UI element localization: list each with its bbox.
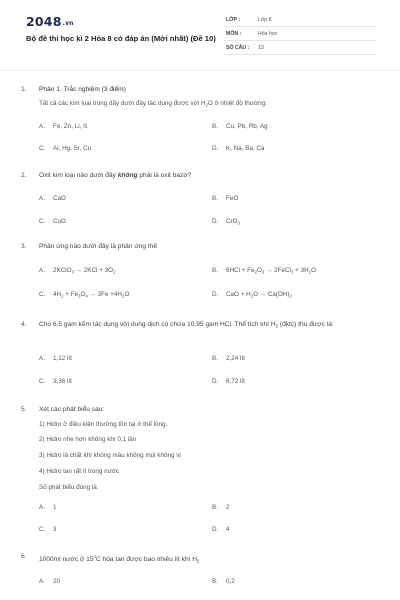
option-d[interactable]: D. 6,72 lít [212,378,245,385]
question-text: Xét các phát biểu sau: [39,406,105,413]
meta-row-subject [224,27,376,41]
question-text: Cho 6,5 gam kẽm tác dụng với dung dịch có chứa 10,95 gam HCl. Thể tích khí $H_2$ (đktc) thu được là: [39,321,334,329]
statement: 4) Hidro tan rất ít trong nước [39,468,120,475]
option-b[interactable]: B. 2,24 lít [212,355,245,362]
question-number: 4. [21,321,27,328]
option-b[interactable]: B. Cu, Pb, Rb, Ag [212,123,268,130]
question-number: 5. [21,406,27,413]
equation-d: CaO + $H_2O \to Ca(OH)_2$ [226,291,292,299]
meta-key: LỚP : [226,17,241,23]
option-a[interactable]: A. 20 [39,578,61,585]
header-divider [0,70,400,71]
question-text: Phản ứng nào dưới đây là phản ứng thế [39,243,158,250]
option-b[interactable]: B. FeO [212,195,239,202]
document-title: Bộ đề thi học kì 2 Hóa 8 có đáp án (Mới nhất) (Đề 10) [26,34,216,43]
logo-text: 2048 [26,14,62,29]
question-text: 1000ml nước ở 15$^o$C hòa tan được bao nhiêu lít khí $H_2$ [39,554,200,564]
meta-key: SỐ CÂU : [226,45,250,51]
option-d[interactable]: D. CrO$_3$ [212,218,240,226]
option-d[interactable]: D. K, Na, Ba, Ca [212,145,265,152]
option-a[interactable]: A. Fe, Zn, Li, S [39,123,88,130]
option-c[interactable]: C. $4H_2 + Fe_3O_4 \to 3Fe +4H_2O$ [39,291,130,299]
option-d[interactable]: D. 4 [212,526,230,533]
statement: 1) Hidro ở điều kiện thường tồn tại ở thể lỏng. [39,421,168,428]
meta-value: Hóa học [258,31,278,37]
meta-row-class [224,13,376,27]
option-c[interactable]: C. 3 [39,526,57,533]
option-c[interactable]: C. 3,36 lít [39,378,72,385]
option-b[interactable]: B. 2 [212,504,230,511]
question-number: 2. [21,172,27,179]
site-logo[interactable] [26,14,74,29]
logo-suffix: .vn [62,20,74,27]
statement: 2) Hidro nhẹ hơn không khí 0,1 lần [39,436,137,443]
question-number: 3. [21,243,27,250]
option-a[interactable]: A. CaO [39,195,66,202]
option-a[interactable]: A. 2KClO$_3$ → $2KCl + 3O_2$ [39,267,116,275]
equation-a: 2KClO$_3$ → $2KCl + 3O_2$ [53,267,116,275]
equation-b: $6HCl + Fe_2O_3$ → 2FeCl$_3$ + $3H_2O$ [226,267,316,275]
page-header [0,0,400,68]
question-text: Tất cả các kim loại trong dãy dưới đây tác dụng được với $H_2O$ ở nhiệt độ thường: [39,100,267,108]
option-b[interactable]: B. 0,2 [212,578,235,585]
option-a[interactable]: A. 1,12 lít [39,355,72,362]
option-c[interactable]: C. Al, Hg, Sr, Cu [39,145,92,152]
option-c[interactable]: C. CuO [39,218,66,225]
meta-row-count [224,41,376,55]
meta-value: Lớp 8 [258,17,272,23]
option-a[interactable]: A. 1 [39,504,57,511]
question-number: 6. [21,553,27,560]
statement: 3) Hidro là chất khí không màu không mùi không vị [39,452,181,459]
option-b[interactable]: B. $6HCl + Fe_2O_3$ → 2FeCl$_3$ + $3H_2O$ [212,267,316,275]
question-text: Oxit kim loại nào dưới đây không phải là oxit bazơ? [39,172,192,179]
question-number: 1. [21,86,27,93]
meta-value: 13 [258,45,264,51]
equation-c: $4H_2 + Fe_3O_4 \to 3Fe +4H_2O$ [53,291,130,299]
section-title: Phần 1. Trắc nghiệm (3 điểm) [39,86,126,93]
meta-key: MÔN : [226,31,242,37]
question-prompt: Số phát biểu đúng là: [39,484,99,491]
option-d[interactable]: D. CaO + $H_2O \to Ca(OH)_2$ [212,291,292,299]
